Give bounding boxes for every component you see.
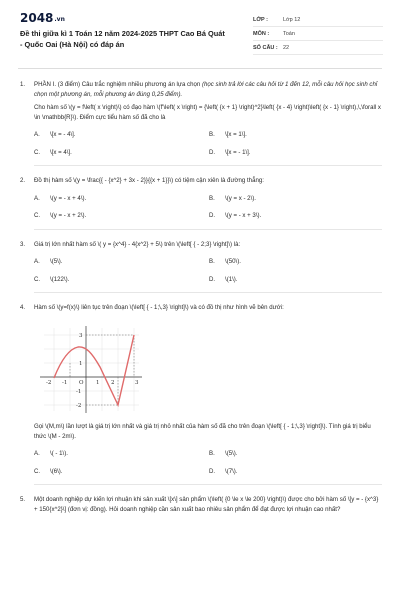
option-text: \(y = - x + 3\). bbox=[225, 212, 262, 219]
option-label: A. bbox=[34, 258, 40, 265]
option-text: \(y = x - 2\). bbox=[225, 194, 256, 202]
option-label: B. bbox=[209, 131, 215, 138]
meta-key: LỚP : bbox=[253, 16, 268, 23]
option-label: A. bbox=[34, 131, 40, 138]
page-header bbox=[0, 0, 400, 62]
option-label: B. bbox=[209, 194, 215, 202]
question-5 bbox=[20, 495, 382, 514]
question-text-continued: Gọi \(M,m\) lần lượt là giá trị lớn nhất và giá trị nhỏ nhất của hàm số đã cho trên đoạn \(\left[ { - 1;\,3} \right]\). Tính giá trị biểu thức \(M - 2m\). bbox=[34, 423, 371, 440]
question-text: Đồ thị hàm số \(y = \frac{{ - {x^2} + 3x - 2}}{{x + 1}}\) có tiệm cận xiên là đường thẳng: bbox=[34, 177, 264, 184]
meta-row-class bbox=[253, 13, 383, 27]
option-label: D. bbox=[209, 275, 216, 283]
option-text: \[x = - 1\]. bbox=[225, 148, 251, 156]
option-b[interactable] bbox=[209, 257, 384, 267]
answer-options bbox=[34, 257, 382, 284]
answer-options bbox=[34, 449, 382, 476]
meta-key: SỐ CÂU : bbox=[253, 44, 278, 51]
x-tick-label: -1 bbox=[62, 379, 68, 386]
option-text: \( - 1\). bbox=[50, 450, 68, 457]
question-2 bbox=[20, 176, 382, 230]
option-text: \[x = 4\]. bbox=[50, 148, 72, 156]
option-label: A. bbox=[34, 450, 40, 457]
question-divider bbox=[34, 229, 382, 230]
option-b[interactable] bbox=[209, 194, 384, 204]
meta-value: 22 bbox=[283, 44, 290, 51]
y-tick-label: 3 bbox=[79, 332, 83, 339]
option-b[interactable] bbox=[209, 449, 384, 459]
option-label: C. bbox=[34, 212, 41, 219]
x-tick-label: O bbox=[79, 379, 84, 386]
option-label: C. bbox=[34, 467, 41, 475]
meta-key: MÔN : bbox=[253, 30, 270, 37]
document-title: Đề thi giữa kì 1 Toán 12 năm 2024-2025 THPT Cao Bá Quát - Quốc Oai (Hà Nội) có đáp án bbox=[20, 29, 225, 49]
header-divider bbox=[18, 68, 382, 69]
site-logo[interactable] bbox=[20, 11, 65, 25]
answer-options bbox=[34, 130, 382, 157]
question-text: Giá trị lớn nhất hàm số \( y = {x^4} - 4{x^2} + 5\) trên \(\left[ { - 2;3} \right]\) là: bbox=[34, 240, 241, 248]
logo-text: 2048 bbox=[20, 11, 54, 25]
meta-row-count bbox=[253, 41, 383, 55]
option-a[interactable] bbox=[34, 257, 209, 267]
question-text: Cho hàm số \(y = f\left( x \right)\) có đạo hàm \(f'\left( x \right) = {\left( {x + 1} \right)^2}\left( {x - 4} \right)\left( {x - 1} \right),\,\forall x \in \mathbb{R}\). Điểm cực tiểu hàm số đã cho là bbox=[34, 104, 381, 121]
function-graph bbox=[34, 323, 144, 415]
option-text: \(y = - x + 4\). bbox=[50, 194, 87, 202]
x-tick-label: 1 bbox=[96, 379, 100, 386]
question-divider bbox=[34, 292, 382, 293]
question-number: 2. bbox=[20, 177, 26, 184]
question-text: Hàm số \(y=f(x)\) liên tục trên đoạn \(\left[ { - 1;\,3} \right]\) và có đồ thị như hình vẽ bên dưới: bbox=[34, 304, 284, 311]
meta-value: Lớp 12 bbox=[283, 16, 301, 23]
option-text: \(y = - x + 2\). bbox=[50, 212, 87, 219]
option-text: \(5\). bbox=[225, 450, 238, 457]
x-tick-label: -2 bbox=[46, 379, 52, 386]
option-text: \(1\). bbox=[225, 275, 238, 283]
option-label: D. bbox=[209, 148, 216, 156]
option-label: B. bbox=[209, 258, 215, 265]
answer-options bbox=[34, 194, 382, 221]
section-heading: PHẦN I. (3 điểm) Câu trắc nghiệm nhiều phương án lựa chọn bbox=[34, 81, 201, 88]
option-label: C. bbox=[34, 148, 41, 156]
option-label: D. bbox=[209, 212, 216, 219]
y-tick-label: 1 bbox=[79, 360, 83, 367]
logo-suffix: .vn bbox=[54, 16, 65, 23]
exam-meta-panel bbox=[253, 13, 383, 55]
question-heading bbox=[34, 80, 382, 99]
meta-value: Toán bbox=[283, 30, 295, 37]
option-text: \(122\). bbox=[50, 275, 70, 283]
option-c[interactable] bbox=[34, 275, 209, 285]
option-a[interactable] bbox=[34, 449, 209, 459]
option-text: \(5\). bbox=[50, 258, 63, 265]
option-label: A. bbox=[34, 194, 40, 202]
question-number: 5. bbox=[20, 496, 26, 503]
question-list bbox=[20, 76, 382, 518]
option-text: \(7\). bbox=[225, 467, 238, 475]
option-c[interactable] bbox=[34, 467, 209, 477]
option-text: \(6\). bbox=[50, 467, 63, 475]
option-d[interactable] bbox=[209, 211, 384, 221]
x-tick-label: 2 bbox=[111, 379, 115, 386]
option-d[interactable] bbox=[209, 467, 384, 477]
y-tick-label: -2 bbox=[76, 402, 82, 409]
question-divider bbox=[34, 484, 382, 485]
option-a[interactable] bbox=[34, 130, 209, 140]
option-text: \(50\). bbox=[225, 258, 241, 265]
x-tick-label: 3 bbox=[135, 379, 139, 386]
question-number: 3. bbox=[20, 240, 26, 248]
question-1 bbox=[20, 80, 382, 166]
option-text: \[x = - 4\]. bbox=[50, 131, 76, 138]
question-divider bbox=[34, 165, 382, 166]
option-label: C. bbox=[34, 275, 41, 283]
option-b[interactable] bbox=[209, 130, 384, 140]
section-note: (học sinh trả lời các câu hỏi từ 1 đến 12, mỗi câu hỏi học sinh chỉ chọn một phương án, mỗi phương án đúng 0,25 điểm). bbox=[34, 81, 378, 98]
option-d[interactable] bbox=[209, 275, 384, 285]
option-c[interactable] bbox=[34, 211, 209, 221]
question-number: 4. bbox=[20, 304, 26, 311]
question-text: Một doanh nghiệp dự kiến lợi nhuận khi sản xuất \[x\] sản phẩm \(\left( {0 \le x \le 200} \right)\) được cho bởi hàm số \[y = - {x^3} + 150{x^2}\] (đơn vị: đồng). Hỏi doanh nghiệp cần sản xuất bao nhiêu sản phẩm để đạt được lợi nhuận cao nhất? bbox=[34, 496, 379, 513]
question-3 bbox=[20, 240, 382, 294]
question-4 bbox=[20, 303, 382, 485]
option-label: D. bbox=[209, 467, 216, 475]
option-label: B. bbox=[209, 450, 215, 457]
option-d[interactable] bbox=[209, 148, 384, 158]
y-tick-label: -1 bbox=[76, 388, 82, 395]
meta-row-subject bbox=[253, 27, 383, 41]
function-curve bbox=[54, 332, 134, 405]
question-number: 1. bbox=[20, 81, 26, 88]
option-c[interactable] bbox=[34, 148, 209, 158]
option-text: \[x = 1\]. bbox=[225, 131, 247, 138]
option-a[interactable] bbox=[34, 194, 209, 204]
